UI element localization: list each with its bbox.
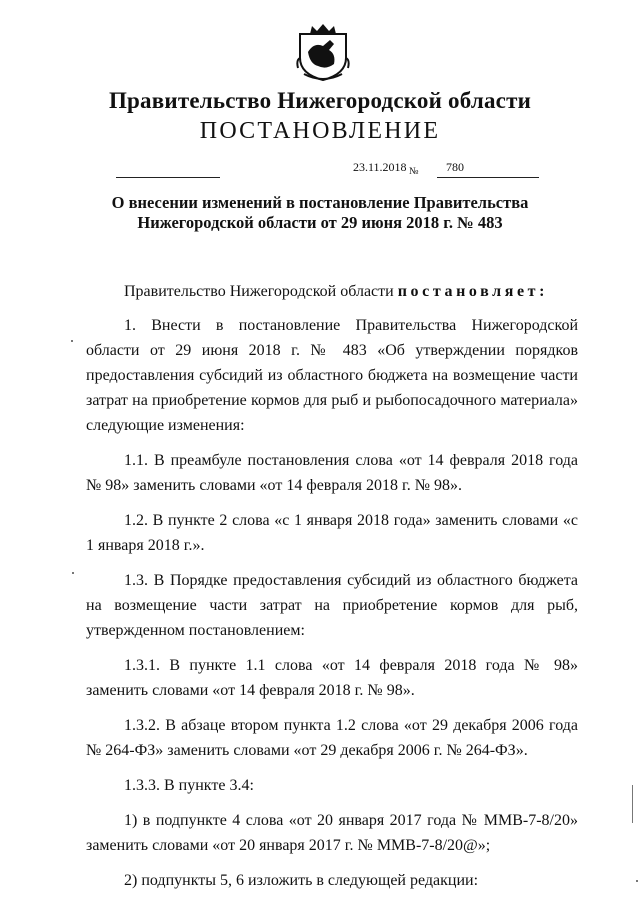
- document-subject: [40, 193, 600, 233]
- intro-decree-word: постановляет:: [397, 283, 549, 300]
- coat-of-arms-icon: [296, 24, 350, 82]
- subparagraph-1: 1) в подпункте 4 слова «от 20 января 2017 года № ММВ-7-8/20» заменить словами «от 20 января 2017 г. № ММВ-7-8/20@»;: [86, 812, 578, 854]
- paragraph-1-3-3: 1.3.3. В пункте 3.4:: [124, 777, 254, 794]
- paragraph-1: 1. Внести в постановление Правительства Нижегородской области от 29 июня 2018 г. № 483 «Об утверждении порядков предоставления субсидий из областного бюджета на возмещение части затрат на приобретение кормов для рыб и рыбопосадочного материала» следующие изменения:: [86, 317, 578, 434]
- intro-text: Правительство Нижегородской области: [124, 283, 398, 300]
- date-left-line: [116, 177, 220, 178]
- document-number: 780: [446, 160, 464, 174]
- scan-dot: [72, 572, 74, 574]
- subject-line-2: Нижегородской области от 29 июня 2018 г. № 483: [137, 213, 503, 232]
- paragraph-1-3-2: 1.3.2. В абзаце втором пункта 1.2 слова «от 29 декабря 2006 года № 264-ФЗ» заменить словами «от 29 декабря 2006 г. № 264-ФЗ».: [86, 717, 578, 759]
- paragraph-1-2: 1.2. В пункте 2 слова «с 1 января 2018 года» заменить словами «с 1 января 2018 г.».: [86, 512, 578, 554]
- scan-dot: [636, 880, 638, 882]
- subject-line-1: О внесении изменений в постановление Правительства: [111, 193, 529, 212]
- number-line: [437, 177, 539, 178]
- number-sign: №: [409, 166, 419, 177]
- government-title: Правительство Нижегородской области: [108, 88, 532, 113]
- document-body: [86, 279, 578, 903]
- document-type: ПОСТАНОВЛЕНИЕ: [199, 118, 441, 144]
- paragraph-1-3: 1.3. В Порядке предоставления субсидий из областного бюджета на возмещение части затрат на приобретение кормов для рыб, утвержденном постановлением:: [86, 572, 578, 639]
- scan-dot: [71, 340, 73, 342]
- scan-mark: [632, 785, 633, 823]
- intro-paragraph: [86, 279, 578, 304]
- subparagraph-2: 2) подпункты 5, 6 изложить в следующей редакции:: [124, 872, 479, 889]
- paragraph-1-1: 1.1. В преамбуле постановления слова «от 14 февраля 2018 года № 98» заменить словами «от 14 февраля 2018 г. № 98».: [86, 452, 578, 494]
- paragraph-1-3-1: 1.3.1. В пункте 1.1 слова «от 14 февраля 2018 года № 98» заменить словами «от 14 февраля 2018 г. № 98».: [86, 657, 578, 699]
- document-date: 23.11.2018: [353, 160, 407, 174]
